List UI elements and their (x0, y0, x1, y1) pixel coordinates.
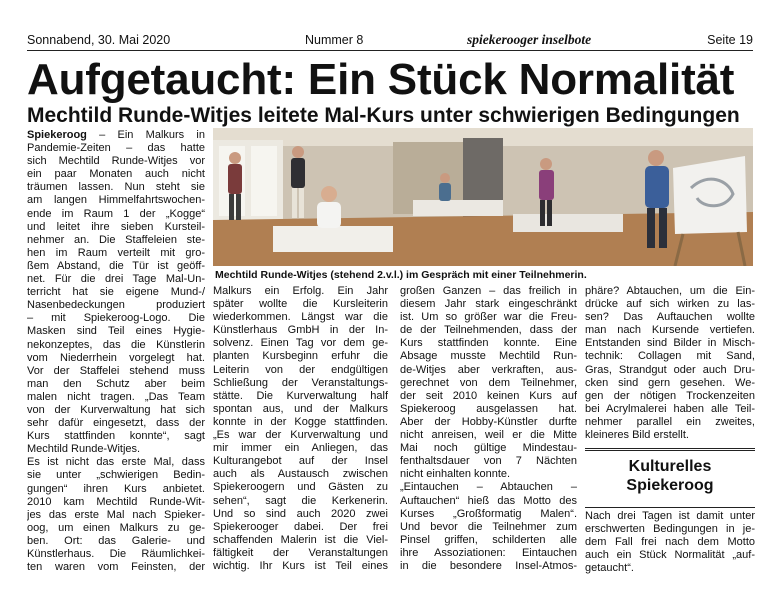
text-line: Vor der Staffelei stehend muss (27, 364, 205, 377)
header-rule (27, 50, 753, 51)
text-line: planten Kursbeginn erfuhr die (213, 350, 388, 363)
text-line: schaffenden Malerin ist die Viel- (213, 533, 388, 546)
text-line: de der Teilnehmenden, dass der (400, 324, 577, 337)
text-column-1 (27, 129, 205, 574)
text-line: phäre? Abtauchen, um die Ein- (585, 285, 755, 297)
text-line: ihre Assoziationen: Eintauchen (400, 546, 577, 559)
text-line: bei Acrylmalerei haben alle Teil- (585, 402, 755, 415)
text-line: sie unter „schwierigen Bedin- (27, 469, 205, 482)
text-line: erschwerten Bedingungen in je- (585, 523, 755, 536)
text-line: Gras, Strandgut oder auch Dru- (585, 363, 755, 376)
text-line: großen Ganzen – das freilich in (400, 285, 577, 297)
text-line: kleineres Bild erstellt. (585, 429, 689, 442)
text-line: gen der nötigen Trockenzeiten (585, 389, 755, 402)
text-line: sehr dafür eingesetzt, dass der (27, 417, 205, 430)
text-line: Künstlerhaus. Die Räumlichkei- (27, 548, 205, 560)
text-line: in die besondere Insel-Atmos- (400, 559, 577, 572)
text-line: 2010 kam Mechtild Runde-Wit- (27, 495, 205, 508)
text-line (27, 129, 205, 142)
text-line: Schließung der Veranstaltungs- (213, 376, 388, 389)
photo-table (513, 214, 623, 232)
text-line: sehen“, sagt die Kerkenerin. (213, 494, 388, 507)
text-line: hen im Raum verteilt mit gro- (27, 246, 205, 259)
text-line-rest: – Ein Malkurs in (86, 129, 205, 141)
text-line: von der Kurverwaltung hat sich (27, 403, 205, 416)
text-line: ein paar Monaten auch nicht (27, 168, 205, 181)
text-line: Kurses „Großformatig Malen“. (400, 507, 577, 520)
article-title: Aufgetaucht: Ein Stück Normalität (27, 55, 735, 104)
text-line: nehmer parallel ein zweites, (585, 415, 755, 428)
text-line: Entstanden sind Bilder in Misch- (585, 337, 755, 350)
text-line: ende im Raum 1 der „Kogge“ (27, 207, 205, 220)
text-line: stätte. Die Kurverwaltung half (213, 389, 388, 402)
text-line: oog, um einen Malkurs zu ge- (27, 521, 205, 534)
text-line: fenthaltsdauer von 7 Nächten (400, 455, 577, 468)
text-line: Spiekeroogern und Gästen zu (213, 481, 388, 494)
text-line: Spiekerooger dabei. Der frei (213, 520, 388, 533)
text-line: am langen Himmelfahrtswochen- (27, 194, 205, 207)
text-line: wiederkommen. Längst war die (213, 311, 388, 324)
dateline: Spiekeroog (27, 129, 87, 141)
text-line: sich Mechtild Runde-Witjes vor (27, 155, 205, 168)
text-line: nehmer an. Die Staffeleien ste- (27, 233, 205, 246)
text-line: mir immer ein Anliegen, das (213, 442, 388, 455)
text-line: malen nicht tragen. „Das Team (27, 390, 205, 403)
photo-caption: Mechtild Runde-Witjes (stehend 2.v.l.) im Gespräch mit einer Teilnehmerin. (215, 269, 587, 281)
text-line: Nasenbedeckungen produziert (27, 299, 205, 312)
newspaper-name: spiekerooger inselbote (467, 32, 592, 47)
text-line: Masken sind Teil eines Hygie- (27, 325, 205, 338)
text-line: diesem Jahr stark eingeschränkt (400, 298, 577, 311)
text-line: später wollte die Kursleiterin (213, 298, 388, 311)
text-line: auch ein Stück Normalität „auf- (585, 549, 755, 562)
article-photo (213, 128, 753, 266)
text-line: und leitet ihre sieben Kursteil- (27, 220, 205, 233)
text-column-3 (400, 285, 577, 573)
text-line: konnte in der Kogge stattfinden. (213, 415, 388, 428)
text-line: Kurs stattfinden konnte. Eine (400, 337, 577, 350)
text-line: nicht anreisen, weil er die Mitte (400, 429, 577, 442)
photo-easel-canvas (673, 156, 747, 234)
text-line: man nach Kursende vertiefen. (585, 324, 755, 337)
text-line: Künstlerhaus GmbH in der In- (213, 324, 388, 337)
text-line: gungen“ ihren Kurs anbietet. (27, 482, 205, 495)
photo-person (439, 173, 451, 201)
photo-table (273, 226, 393, 252)
text-line: Pandemie-Zeiten – das hatte (27, 142, 205, 155)
text-column-4-top (585, 285, 755, 442)
text-line: cken sind gern gesehen. We- (585, 376, 755, 389)
text-line: Mai noch gültige Mindestau- (400, 442, 577, 455)
text-line: „Es war der Kurverwaltung und (213, 429, 388, 442)
text-line: – mit Spiekeroog-Logo. Die (27, 312, 205, 325)
text-line: net. Für die drei Tage Mal-Un- (27, 273, 205, 286)
text-line: Spiekeroog ausgelassen hat. (400, 402, 577, 415)
text-line: Malkurs ein Erfolg. Ein Jahr (213, 285, 388, 297)
text-line: „Eintauchen – Abtauchen – (400, 481, 577, 494)
text-line: vom Niederrhein vorgelegt hat. (27, 351, 205, 364)
text-line: Es ist nicht das erste Mal, dass (27, 456, 205, 469)
issue-date: Sonnabend, 30. Mai 2020 (27, 33, 171, 47)
text-line: fältigkeit der Veranstaltungen (213, 546, 388, 559)
info-box-title-line: Kulturelles (628, 458, 712, 475)
text-line: ist. Um so größer war die Freu- (400, 311, 577, 324)
text-line: Nach drei Tagen ist damit unter (585, 510, 755, 522)
text-line: Pinsel griffen, schilderten alle (400, 533, 577, 546)
text-line: technik: Collagen mit Sand, (585, 350, 755, 363)
text-line: träumen lassen. Nun steht sie (27, 181, 205, 194)
text-line: auch als Austausch zwischen (213, 468, 388, 481)
photo-scene (213, 128, 753, 266)
text-column-2 (213, 285, 388, 573)
text-line: terricht hat sie eigene Mund-/ (27, 286, 205, 299)
text-line: spontan aus, und der Malkurs (213, 402, 388, 415)
text-line: solvenz. Einen Tag vor dem ge- (213, 337, 388, 350)
photo-window-pane (251, 146, 277, 216)
text-line: nicht einhalten konnte. (400, 468, 511, 481)
text-line: Kurs stattfinden konnte“, sagt (27, 430, 205, 443)
text-line: Absage musste Mechtild Run- (400, 350, 577, 363)
photo-table (413, 200, 503, 216)
text-line: de-Witjes aber verkraften, aus- (400, 363, 577, 376)
text-line: dem Fall frei nach dem Motto (585, 536, 755, 549)
article-subtitle: Mechtild Runde-Witjes leitete Mal-Kurs unter schwierigen Bedingungen (27, 104, 740, 127)
info-box (585, 448, 755, 508)
text-line: man den Schutz aber beim (27, 377, 205, 390)
text-line: wichtig. Ihr Kurs ist Teil eines (213, 559, 388, 572)
text-line: sen? Das Auftauchen wollte (585, 311, 755, 324)
text-line: ßem Abstand, die Tür ist geöff- (27, 259, 205, 272)
text-line: Und bevor die Teilnehmer zum (400, 520, 577, 533)
text-line: gerechnet von dem Teilnehmer, (400, 376, 577, 389)
page-number: Seite 19 (707, 33, 753, 47)
issue-number: Nummer 8 (305, 33, 364, 47)
text-line: ten waren vom Feinsten, der (27, 561, 205, 574)
text-line: drücke auf sich wirken zu las- (585, 298, 755, 311)
text-line: ben. Ort: das Galerie- und (27, 534, 205, 547)
text-line: getaucht“. (585, 562, 634, 575)
text-column-4-bottom (585, 510, 755, 575)
text-line: Leiterin von der endgültigen (213, 363, 388, 376)
text-line: jes das erste Mal nach Spieker- (27, 508, 205, 521)
text-line: Auftauchen“ hieß das Motto des (400, 494, 577, 507)
info-box-title-line: Spiekeroog (626, 477, 714, 494)
text-line: Kulturangebot auf der Insel (213, 455, 388, 468)
text-line: nekonzeptes, das die Künstlerin (27, 338, 205, 351)
text-line: Und so sind auch 2020 zwei (213, 507, 388, 520)
text-line: Mechtild Runde-Witjes. (27, 443, 141, 456)
text-line: der seit 2010 keinen Kurs auf (400, 389, 577, 402)
text-line: Aber der Hobby-Künstler durfte (400, 415, 577, 428)
